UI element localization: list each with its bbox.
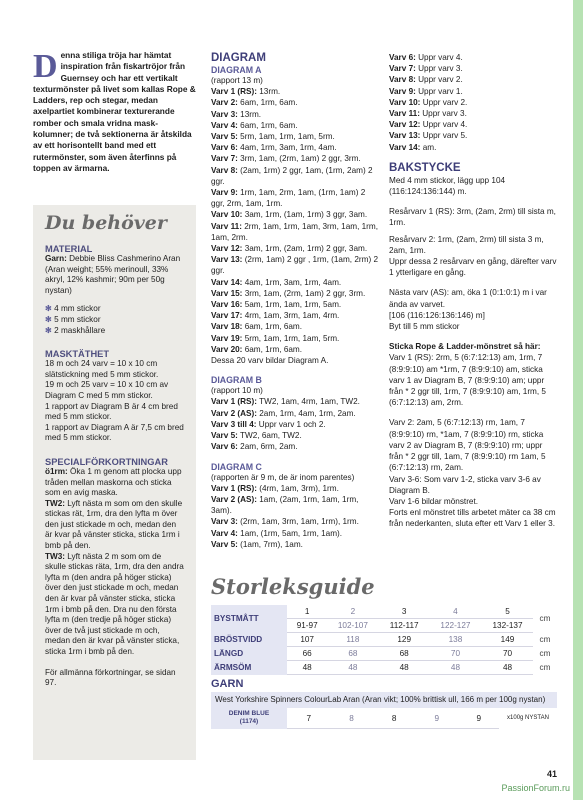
diagram-column — [211, 52, 381, 550]
diagram-a-rapport: (rapport 13 m) — [211, 76, 263, 85]
pattern-row: Varv 7: Uppr varv 3. — [389, 64, 463, 74]
pattern-row: Varv 3: 13rm. — [211, 109, 262, 119]
diagram-c-rows — [211, 483, 381, 550]
table-cell: cm — [539, 614, 551, 624]
pattern-row: Varv 20: 6am, 1rm, 6am. — [211, 344, 303, 354]
pattern-row: Varv 2: 6am, 1rm, 6am. — [211, 98, 298, 108]
pattern-row: Varv 18: 6am, 1rm, 6am. — [211, 322, 303, 332]
table-cell: 118 — [327, 633, 379, 647]
table-cell: 112-117 — [379, 619, 429, 633]
intro-text: enna stiliga tröja har hämtat inspiration från fiskartröjor från Guernsey och har ett vertikalt texturmönster på livet som kallas Rope & Ladders, rep och stegar, medan axelpartiet kombinerar texturerande romber och smala vridna mask-kolumner; de två sektionerna är åtskilda av ett horisontellt band med ett rutermönster, som även återfinns på toppen av ärmarna. — [33, 50, 196, 173]
size-table — [211, 605, 557, 675]
special-item: TW2: Lyft nästa m som om den skulle stickas rät, 1rm, dra den lyfta m över den just stickade m och, medan den är kvar på vänster sticka, sticka 1rm i bmb på den. — [45, 498, 183, 551]
pattern-row: Varv 7: 3rm, 1am, (2rm, 1am) 2 ggr, 3rm. — [211, 154, 361, 164]
pattern-row: Varv 4: 6am, 1rm, 6am. — [211, 120, 298, 130]
diagram-a-end: Dessa 20 varv bildar Diagram A. — [211, 356, 329, 366]
pattern-row: Varv 8: (2am, 1rm) 2 ggr, 1am, (1rm, 2am) 2 ggr. — [211, 165, 373, 186]
diagram-a-rows — [211, 86, 381, 355]
list-item: ✻ 4 mm stickor — [45, 304, 101, 314]
garn-table — [211, 708, 557, 729]
table-cell: 2 — [327, 605, 379, 619]
material-heading: MATERIAL — [45, 244, 93, 254]
table-row — [211, 605, 557, 619]
pattern-row: Varv 1 (RS): (4rm, 1am, 3rm), 1rm. — [211, 483, 339, 493]
table-cell: 149 — [482, 633, 533, 647]
table-cell: 48 — [327, 661, 379, 675]
star-bullet-icon: ✻ — [45, 304, 52, 314]
pattern-row: Varv 3 till 4: Uppr varv 1 och 2. — [211, 419, 326, 429]
diagram-b-rapport: (rapport 10 m) — [211, 386, 263, 396]
bakstycke-heading: BAKSTYCKE — [389, 161, 461, 174]
nasta-varv: Nästa varv (AS): am, öka 1 (0:1:0:1) m i var ända av varvet. — [389, 288, 547, 309]
green-page-edge — [573, 0, 583, 800]
table-cell: 107 — [288, 633, 327, 647]
table-cell: 70 — [429, 647, 481, 661]
table-cell: 132-137 — [482, 619, 533, 633]
diagram-b-heading: DIAGRAM B — [211, 375, 262, 386]
masktathet-line: 19 m och 25 varv = 10 x 10 cm av Diagram C med 5 mm stickor. — [45, 380, 169, 400]
garn-text: Garn: Debbie Bliss Cashmerino Aran (Aran weight; 55% merinoull, 33% akryl, 12% kashmir; 90m per 50g nystan) — [45, 254, 181, 295]
pattern-row: Varv 9: 1rm, 1am, 2rm, 1am, (1rm, 1am) 2 ggr, 2rm, 1am, 1rm. — [211, 188, 366, 209]
table-row — [211, 661, 557, 675]
pattern-row: Varv 6: 2am, 6rm, 2am. — [211, 442, 298, 452]
table-cell: 4 — [429, 605, 481, 619]
pattern-row: Varv 1 (RS): 13rm. — [211, 87, 281, 97]
resar-2: Resårvarv 2: 1rm, (2am, 2rm) till sista 3 m, 2am, 1rm. — [389, 234, 544, 255]
pattern-row: Varv 5: 5rm, 1am, 1rm, 1am, 5rm. — [211, 132, 335, 142]
page-number: 41 — [546, 769, 557, 779]
materials-panel — [33, 205, 196, 760]
pattern-row: Varv 10: 3am, 1rm, (1am, 1rm) 3 ggr, 3am. — [211, 210, 368, 220]
table-cell: 48 — [482, 661, 533, 675]
diagram-a-heading: DIAGRAM A — [211, 65, 262, 75]
table-cell: BRÖSTVIDD — [211, 633, 288, 647]
table-cell: x100g NYSTAN — [507, 715, 549, 722]
byt-stickor: Byt till 5 mm stickor — [389, 322, 460, 332]
table-cell: 7 — [288, 708, 331, 729]
pattern-row: Varv 13: Uppr varv 5. — [389, 131, 468, 141]
pattern-row: Varv 13: (2rm, 1am) 2 ggr , 1rm, (1am, 2rm) 2 ggr. — [211, 255, 379, 276]
pattern-row: Varv 16: 5am, 1rm, 1am, 1rm, 5am. — [211, 300, 342, 310]
table-cell: 102-107 — [327, 619, 379, 633]
table-cell: 48 — [288, 661, 327, 675]
table-cell: DENIM BLUE (1174) — [211, 708, 288, 729]
table-cell: 66 — [288, 647, 327, 661]
table-cell: 91-97 — [288, 619, 327, 633]
table-cell: 48 — [379, 661, 429, 675]
drop-cap: D — [33, 48, 58, 85]
intro-paragraph — [33, 50, 196, 174]
table-cell: 48 — [429, 661, 481, 675]
garn-heading: GARN — [211, 678, 244, 690]
table-cell: ÄRMSÖM — [211, 661, 288, 675]
pattern-row: Varv 12: Uppr varv 4. — [389, 120, 468, 130]
pattern-row: Varv 2 (AS): 1am, (2am, 1rm, 1am, 1rm, 3am). — [211, 494, 359, 516]
table-row — [211, 633, 557, 647]
pattern-row: Varv 10: Uppr varv 2. — [389, 97, 468, 107]
table-cell: 3 — [379, 605, 429, 619]
masktathet-line: 18 m och 24 varv = 10 x 10 cm slätstickning med 5 mm stickor. — [45, 359, 159, 379]
table-cell: 5 — [482, 605, 533, 619]
pattern-row: Varv 8: Uppr varv 2. — [389, 75, 463, 85]
pattern-row: Varv 1 (RS): TW2, 1am, 4rm, 1am, TW2. — [211, 397, 360, 407]
watermark: PassionForum.ru — [501, 783, 570, 793]
diagram-c-rapport: (rapporten är 9 m, de är inom parentes) — [211, 472, 355, 482]
pattern-row: Varv 2 (AS): 2am, 1rm, 4am, 1rm, 2am. — [211, 408, 356, 418]
intro-column — [33, 50, 196, 174]
diagram-c-heading: DIAGRAM C — [211, 461, 262, 472]
table-row — [211, 708, 557, 729]
abbrev-footer: För allmänna förkortningar, se sidan 97. — [45, 667, 176, 688]
table-cell: cm — [539, 635, 551, 644]
masktathet-heading: MASKTÄTHET — [45, 349, 110, 360]
list-item: ✻ 2 maskhållare — [45, 325, 106, 335]
pattern-row: Varv 14: 4am, 1rm, 3am, 1rm, 4am. — [211, 277, 342, 287]
pattern-row: Varv 3: (2rm, 1am, 3rm, 1am, 1rm), 1rm. — [211, 517, 359, 527]
special-item: ö1rm: Öka 1 m genom att plocka upp tråden mellan maskorna och sticka som en avig maska. — [45, 466, 182, 498]
pattern-row: Varv 6: Uppr varv 4. — [389, 53, 463, 62]
table-cell: cm — [539, 663, 551, 672]
masktathet-line: 1 rapport av Diagram A är 7,5 cm bred med 5 mm stickor. — [45, 422, 184, 443]
diagram-heading: DIAGRAM — [211, 52, 266, 64]
list-item: ✻ 5 mm stickor — [45, 314, 101, 324]
table-cell: 1 — [288, 605, 327, 619]
table-cell: BYSTMÅTT — [211, 605, 288, 633]
table-cell: 122-127 — [429, 619, 481, 633]
table-cell: 68 — [327, 647, 379, 661]
upprepa: Uppr dessa 2 resårvarv en gång, därefter varv 1 ytterligare en gång. — [389, 257, 557, 278]
diagram-b-rows — [211, 396, 381, 452]
pattern-row: Varv 4: 1am, (1rm, 5am, 1rm, 1am). — [211, 528, 343, 538]
pattern-row: Varv 14: am. — [389, 142, 437, 152]
pattern-row: Varv 5: TW2, 6am, TW2. — [211, 431, 302, 441]
pattern-row: Varv 17: 4rm, 1am, 3rm, 1am, 4rm. — [211, 311, 340, 321]
table-cell: 70 — [482, 647, 533, 661]
bakstycke-cast-on: Med 4 mm stickor, lägg upp 104 (116:124:136:144) m. — [389, 175, 506, 197]
pattern-row: Varv 6: 4am, 1rm, 3am, 1rm, 4am. — [211, 143, 337, 153]
storleksguide-title: Storleksguide — [211, 574, 375, 599]
table-cell: 68 — [379, 647, 429, 661]
masktathet-line: 1 rapport av Diagram B är 4 cm bred med 5 mm stickor. — [45, 401, 178, 422]
star-bullet-icon: ✻ — [45, 325, 52, 335]
table-cell: 129 — [379, 633, 429, 647]
du-behover-title: Du behöver — [45, 212, 167, 234]
special-item: TW3: Lyft nästa 2 m som om de skulle stickas räta, 1rm, dra den andra lyfta m (den andra på höger sticka) över den just stickade m och, medan den är kvar på vänster sticka, sticka 1rm i bmb på den. Dra nu den första lyfta m (den tredje på höger sticka) över de två just stickade m och, medan den är kvar på vänster sticka, sticka 1rm i bmb på den. — [45, 551, 184, 656]
rope-forts: Forts enl mönstret tills arbetet mäter ca 38 cm från nederkanten, sluta efter ett Varv 1 eller 3. — [389, 508, 556, 529]
table-cell: 8 — [373, 708, 416, 729]
resar-1: Resårvarv 1 (RS): 3rm, (2am, 2rm) till sista m, 1rm. — [389, 207, 556, 228]
table-row — [211, 647, 557, 661]
table-cell: LÄNGD — [211, 647, 288, 661]
rope-varv-1: Varv 1 (RS): 2rm, 5 (6:7:12:13) am, 1rm, 7 (8:9:9:10) am *1rm, 7 (8:9:9:10) am, sticka varv 1 av Diagram B, 7 (8:9:9:10) am; uppr från * 2 ggr till, 1rm, 7 (8:9:9:10) am, 1rm, 5 (6:7:12:13) am, 2rm. — [389, 353, 546, 408]
needle-list — [45, 304, 184, 336]
table-cell: 9 — [415, 708, 458, 729]
table-cell: 9 — [458, 708, 499, 729]
table-cell: 138 — [429, 633, 481, 647]
rope-varv-2: Varv 2: 2am, 5 (6:7:12:13) rm, 1am, 7 (8:9:9:10) rm, *1am, 7 (8:9:9:10) rm, sticka varv 2 av Diagram B, 7 (8:9:9:10) rm; uppr från * 2 ggr till, 1am, 7 (8:9:9:10) rm 1am, 5 (6:7:12:13) rm, 2am. — [389, 418, 546, 473]
pattern-row: Varv 19: 5rm, 1am, 1rm, 1am, 5rm. — [211, 333, 340, 343]
star-bullet-icon: ✻ — [45, 314, 52, 324]
pattern-row: Varv 11: 2rm, 1am, 1rm, 1am, 3rm, 1am, 1rm, 1am, 2rm. — [211, 221, 379, 242]
diagram-c-rows-cont — [389, 52, 557, 153]
back-piece-column — [389, 52, 557, 530]
rope-ladder-heading: Sticka Rope & Ladder-mönstret så här: — [389, 342, 541, 352]
table-cell: 8 — [330, 708, 373, 729]
pattern-row: Varv 11: Uppr varv 3. — [389, 109, 467, 119]
rope-varv-3-6: Varv 3-6: Som varv 1-2, sticka varv 3-6 av Diagram B. — [389, 474, 541, 495]
pattern-row: Varv 9: Uppr varv 1. — [389, 86, 463, 96]
pattern-row: Varv 5: (1am, 7rm), 1am. — [211, 539, 303, 549]
special-heading: SPECIALFÖRKORTNINGAR — [45, 456, 168, 467]
rope-varv-1-6: Varv 1-6 bildar mönstret. — [389, 496, 479, 506]
nasta-varv-count: [106 (116:126:136:146) m] — [389, 310, 485, 320]
table-cell: cm — [539, 649, 551, 658]
size-guide — [211, 574, 559, 729]
pattern-row: Varv 12: 3am, 1rm, (2am, 1rm) 2 ggr, 3am. — [211, 244, 368, 254]
garn-description: West Yorkshire Spinners ColourLab Aran (Aran vikt; 100% brittisk ull, 166 m per 100g nystan) — [211, 692, 557, 708]
pattern-row: Varv 15: 3rm, 1am, (2rm, 1am) 2 ggr, 3rm. — [211, 288, 366, 298]
